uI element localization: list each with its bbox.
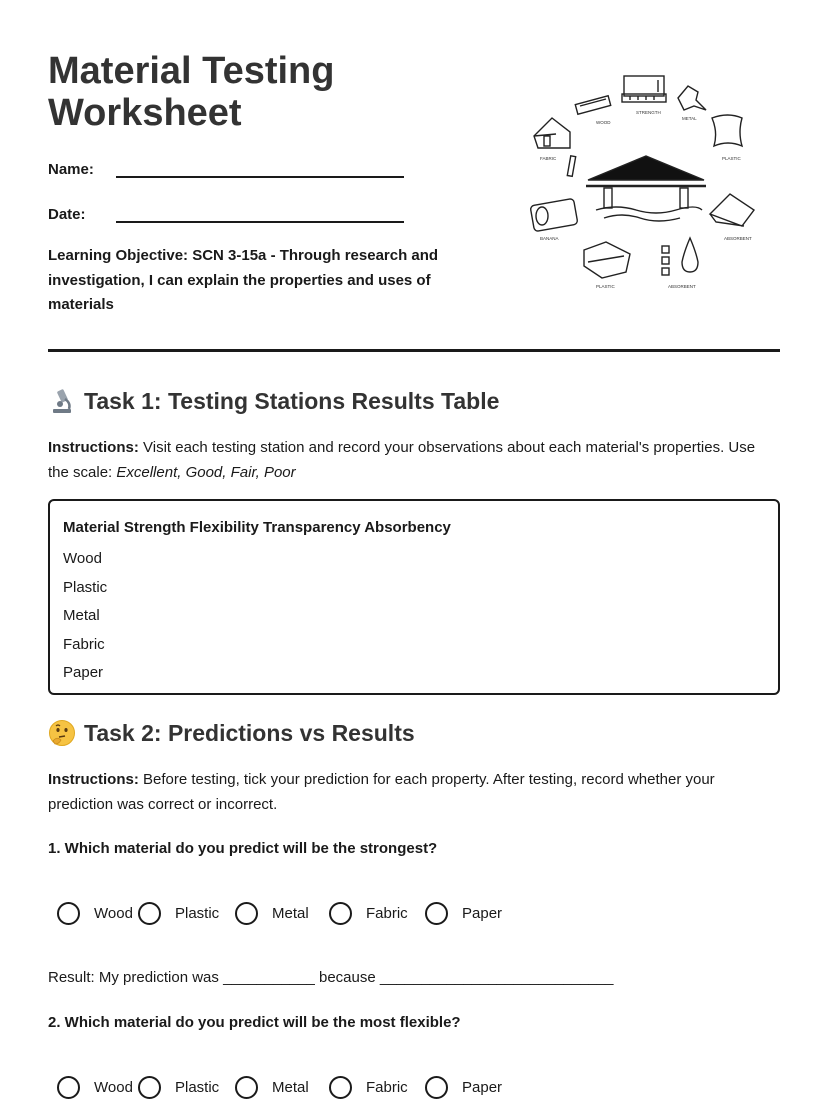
illus-label-wood: WOOD	[596, 120, 611, 125]
microscope-icon	[48, 387, 76, 415]
table-row: Wood	[63, 550, 102, 567]
pillow-icon	[712, 115, 742, 146]
name-input-line[interactable]	[116, 158, 404, 178]
worksheet-header	[48, 0, 780, 352]
option-plastic[interactable]	[138, 1076, 235, 1099]
radio-button[interactable]	[235, 902, 258, 925]
option-paper[interactable]	[425, 902, 512, 925]
task1-title: Task 1: Testing Stations Results Table	[84, 387, 500, 414]
table-row: Fabric	[63, 635, 105, 653]
cloth-icon	[678, 86, 706, 110]
date-field-row	[48, 203, 404, 223]
rod-icon	[567, 156, 575, 177]
option-label: Plastic	[175, 1079, 220, 1096]
task2-instructions	[48, 767, 780, 817]
task1-heading	[48, 387, 499, 415]
option-label: Wood	[94, 905, 133, 922]
task1-instructions-label: Instructions:	[48, 439, 139, 456]
radio-button[interactable]	[425, 902, 448, 925]
illus-label-absorbent: ABSORBENT	[724, 236, 752, 241]
page-title	[48, 50, 408, 134]
task1-instructions-text: Visit each testing station and record your observations about each material's properties. Use the scale:	[48, 439, 756, 481]
option-metal[interactable]	[235, 902, 329, 925]
radio-button[interactable]	[138, 902, 161, 925]
radio-button[interactable]	[57, 902, 80, 925]
option-label: Plastic	[175, 905, 220, 922]
option-label: Wood	[94, 1079, 133, 1096]
task2-heading	[48, 719, 415, 747]
checklist-icon	[662, 246, 669, 275]
house-icon	[534, 118, 570, 148]
results-table	[48, 499, 780, 695]
question-1: 1. Which material do you predict will be the strongest?	[48, 840, 438, 857]
option-wood[interactable]	[57, 1076, 138, 1099]
folded-fabric-icon	[710, 194, 754, 226]
question-2-options	[57, 1076, 512, 1099]
option-label: Fabric	[366, 1079, 408, 1096]
option-wood[interactable]	[57, 902, 138, 925]
option-fabric[interactable]	[329, 902, 425, 925]
option-label: Paper	[462, 1079, 503, 1096]
thinking-face-icon	[48, 719, 76, 747]
learning-objective: Learning Objective: SCN 3-15a - Through research and investigation, I can explain the properties and uses of materials	[48, 247, 439, 313]
radio-button[interactable]	[329, 902, 352, 925]
name-label: Name:	[48, 161, 94, 178]
wood-plank-icon	[575, 96, 610, 114]
radio-button[interactable]	[425, 1076, 448, 1099]
date-input-line[interactable]	[116, 203, 404, 223]
title-line-1: Material Testing	[48, 50, 335, 92]
water-drop-icon	[682, 238, 698, 272]
worksheet-page	[48, 0, 780, 1118]
radio-button[interactable]	[235, 1076, 258, 1099]
illus-label-fabric: FABRIC	[540, 156, 557, 161]
illus-label-strength: STRENGTH	[636, 110, 661, 115]
name-field-row	[48, 158, 404, 178]
radio-button[interactable]	[57, 1076, 80, 1099]
question-1-result-line: Result: My prediction was ___________ because ____________________________	[48, 969, 614, 986]
materials-illustration	[526, 66, 762, 298]
option-fabric[interactable]	[329, 1076, 425, 1099]
option-label: Paper	[462, 905, 503, 922]
task2-title: Task 2: Predictions vs Results	[84, 719, 415, 746]
task1-scale: Excellent, Good, Fair, Poor	[116, 464, 296, 481]
question-1-options	[57, 902, 512, 925]
option-paper[interactable]	[425, 1076, 512, 1099]
table-row: Metal	[63, 607, 100, 624]
stacked-cloth-icon	[584, 242, 630, 278]
option-label: Metal	[272, 1079, 309, 1096]
radio-button[interactable]	[329, 1076, 352, 1099]
illus-label-metal: METAL	[682, 116, 697, 121]
date-label: Date:	[48, 206, 86, 223]
illus-label-banana: BANANA	[540, 236, 559, 241]
question-2: 2. Which material do you predict will be the most flexible?	[48, 1014, 461, 1031]
results-table-header: Material Strength Flexibility Transparency Absorbency	[63, 519, 451, 536]
illus-label-absorbent-2: ABSORBENT	[668, 284, 696, 289]
option-label: Metal	[272, 905, 309, 922]
illus-label-plastic: PLASTIC	[722, 156, 741, 161]
title-line-2: Worksheet	[48, 92, 242, 134]
ruler-icon	[622, 76, 666, 102]
bridge-icon	[586, 156, 706, 221]
task2-instructions-text: Before testing, tick your prediction for each property. After testing, record whether your prediction was correct or incorrect.	[48, 771, 715, 813]
option-metal[interactable]	[235, 1076, 329, 1099]
illus-label-plastic-2: PLASTIC	[596, 284, 615, 289]
table-row: Paper	[63, 664, 104, 681]
table-row: Plastic	[63, 578, 108, 596]
option-label: Fabric	[366, 905, 408, 922]
task2-instructions-label: Instructions:	[48, 771, 139, 788]
radio-button[interactable]	[138, 1076, 161, 1099]
task1-instructions	[48, 435, 780, 485]
option-plastic[interactable]	[138, 902, 235, 925]
sponge-icon	[530, 198, 578, 231]
